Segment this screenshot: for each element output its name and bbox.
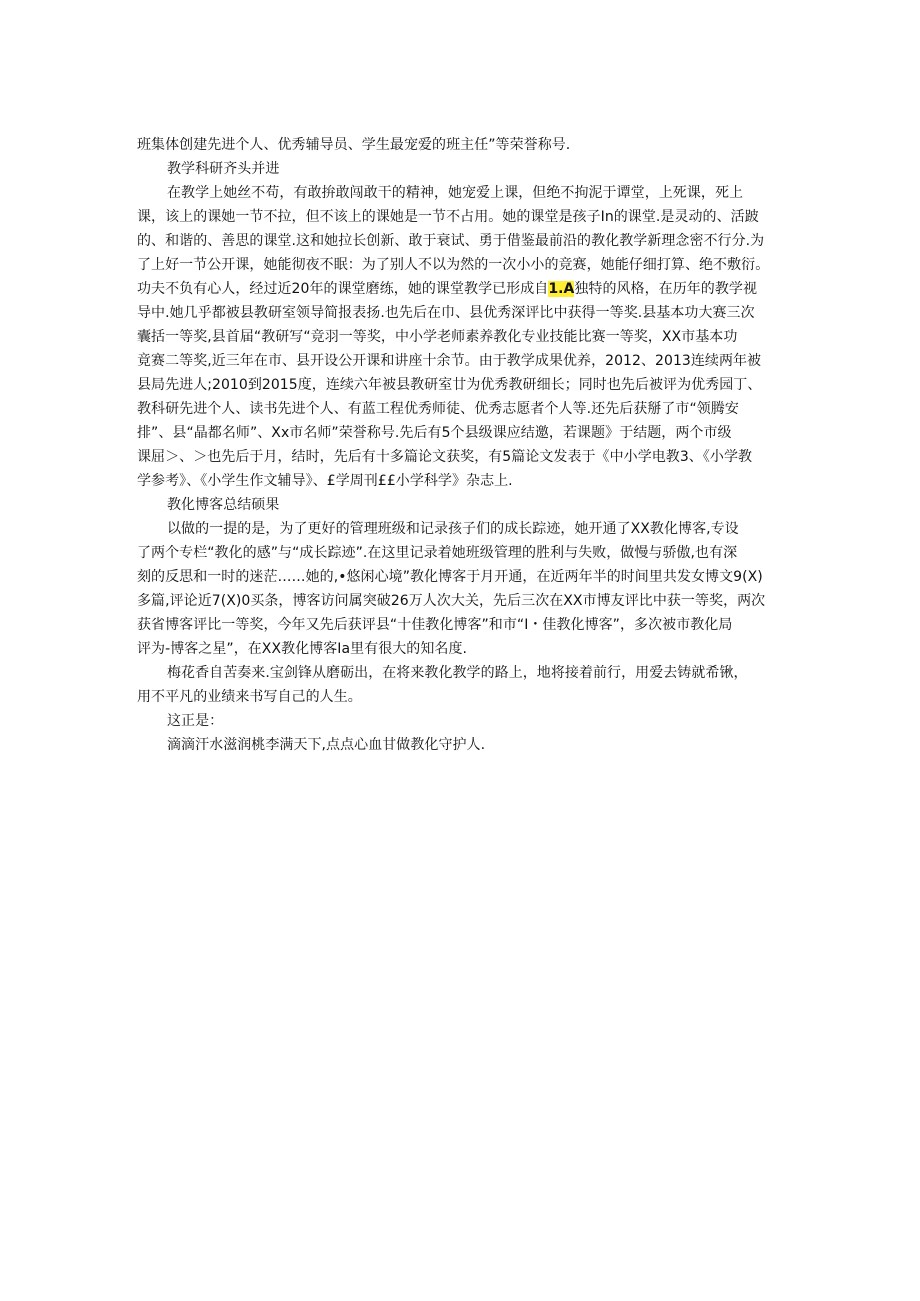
paragraph-line: 县局先进人;2010到2015度，连续六年被县教研室廿为优秀教研细长；同时也先后被评为优秀园丁、 [137, 377, 762, 393]
paragraph-line: 课，该上的课她一节不拉，但不该上的课她是一节不占用。她的课堂是孩子In的课堂.是灵动的、活跛 [137, 209, 759, 225]
section-heading-blog: 教化博客总结硕果 [167, 497, 280, 513]
closing-line: 梅花香自苦奏来.宝剑锋从磨砺出，在将来教化教学的路上，地将接着前行，用爱去铸就希锹， [167, 665, 748, 681]
closing-line: 滴滴汗水滋润桃李满天下,点点心血甘做教化守护人. [167, 737, 486, 753]
paragraph-text: 独特的风格，在历年的教学视 [574, 281, 758, 297]
highlighted-text: 1.A [548, 281, 575, 297]
paragraph-line: 在教学上她丝不苟，有敢拚敢闯敢干的精神，她宠爱上课，但绝不拘泥于谭堂，上死课，死上 [167, 185, 744, 201]
paragraph-line: 以做的一提的是，为了更好的管理班级和记录孩子们的成长踪迹，她开通了XX教化博客,专设 [167, 521, 739, 537]
paragraph-line-with-highlight [137, 277, 797, 301]
section-heading-teaching-research: 教学科研齐头并进 [167, 161, 280, 177]
paragraph-line: 教科研先进个人、读书先进个人、有蓝工程优秀师徒、优秀志愿者个人等.还先后获掰了市“领腾安 [137, 401, 739, 417]
document-body [137, 133, 797, 757]
closing-line: 这正是： [167, 713, 224, 729]
paragraph-line: 导中.她几乎都被县教研室领导简报表扬.也先后在巾、县优秀深评比中获得一等奖.县基本功大赛三次 [137, 305, 755, 321]
paragraph-line: 评为-博客之星”，在XX教化博客Ia里有很大的知名度. [137, 641, 467, 657]
paragraph-line: 刻的反思和一时的迷茫……她的,•悠闲心境”教化博客于月开通，在近两年半的时间里共发女博文9(X) [137, 569, 763, 585]
closing-line: 用不平凡的业绩来书写自己的人生。 [137, 689, 362, 705]
paragraph-line: 了两个专栏“教化的感”与“成长踪迹”.在这里记录着她班级管理的胜利与失败，做慢与骄傲,也有深 [137, 545, 738, 561]
paragraph-line: 多篇,评论近7(X)0买条，博客访问属突破26万人次大关，先后三次在XX市博友评比中获一等奖，两次 [137, 593, 766, 609]
paragraph-line: 了上好一节公开课，她能彻夜不眠：为了别人不以为然的一次小小的竞赛，她能仔细打算、绝不敷衍。 [137, 257, 770, 273]
paragraph-line: 获省博客评比一等奖，今年又先后获评县“十佳教化博客”和市“I・佳教化博客”，多次被市教化局 [137, 617, 733, 633]
paragraph-line: 学参考》、《小学生作文辅导》、£学周刊££小学科学》杂志上. [137, 473, 513, 489]
paragraph-line: 的、和谐的、善思的课堂.这和她拉长创新、敢于衰试、勇于借鉴最前沿的教化教学新理念密不行分.为 [137, 233, 765, 249]
paragraph-line: 囊括一等奖,县首届“教研写“竞羽一等奖，中小学老师素养教化专业技能比赛一等奖，XX市基本功 [137, 329, 738, 345]
paragraph-line: 竟赛二等奖,近三年在市、县开设公开课和讲座十余节。由于教学成果优养，2012、2013连续两年被 [137, 353, 762, 369]
paragraph-line: 课屈＞、＞也先后于月，结时，先后有十多篇论文获奖，有5篇论文发表于《中小学电教3、《小学教 [137, 449, 753, 465]
paragraph-text: 功夫不负有心人，经过近20年的课堂磨练，她的课堂教学已形成自 [137, 281, 549, 297]
paragraph-line: 排”、县“晶都名师”、Xx市名师”荣誉称号.先后有5个县级课应结邀，若课题》于结题，两个市级 [137, 425, 732, 441]
intro-tail-line: 班集体创建先进个人、优秀辅导员、学生最宠爱的班主任”等荣誉称号. [137, 137, 571, 153]
